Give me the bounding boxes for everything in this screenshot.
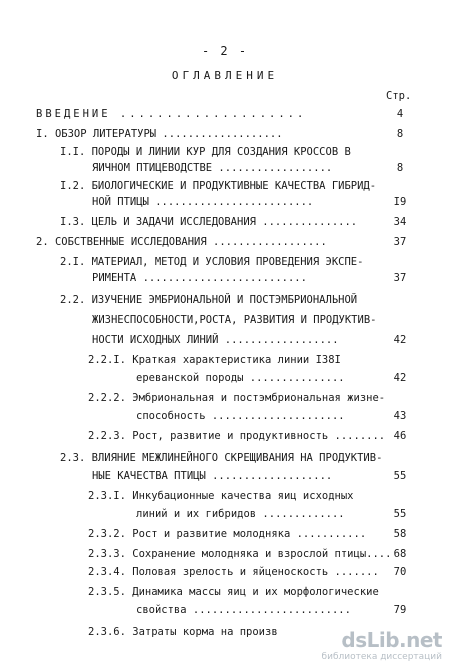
watermark-subtitle: библиотека диссертаций [321, 652, 442, 662]
watermark-logo: dsLib.net [341, 628, 442, 652]
toc-entry-line: ЖИЗНЕСПОСОБНОСТИ,РОСТА, РАЗВИТИЯ И ПРОДУКТИВ- [92, 314, 377, 326]
toc-entry-line: НОСТИ ИСХОДНЫХ ЛИНИЙ .................. [92, 334, 339, 346]
toc-entry-page: 4 [396, 108, 404, 120]
toc-entry-line: ЯИЧНОМ ПТИЦЕВОДСТВЕ .................. [92, 162, 333, 174]
toc-entry-page: 34 [393, 216, 407, 228]
toc-entry-line: ереванской породы ............... [136, 372, 345, 384]
toc-entry-line: 2. СОБСТВЕННЫЕ ИССЛЕДОВАНИЯ .................. [36, 236, 327, 248]
toc-entry-line: НЫЕ КАЧЕСТВА ПТИЦЫ ................... [92, 470, 333, 482]
toc-entry-line: линий и их гибридов ............. [136, 508, 345, 520]
toc-entry-line: 2.2.2. Эмбриональная и постэмбриональная жизне- [88, 392, 386, 404]
toc-entry-line: 2.2.3. Рост, развитие и продуктивность ........ [88, 430, 386, 442]
toc-entry-line: 2.3.2. Рост и развитие молодняка ........... [88, 528, 367, 540]
toc-entry-line: 2.2. ИЗУЧЕНИЕ ЭМБРИОНАЛЬНОЙ И ПОСТЭМБРИОНАЛЬНОЙ [60, 294, 358, 306]
toc-entry-line: свойства ......................... [136, 604, 351, 616]
toc-entry-line: I. ОБЗОР ЛИТЕРАТУРЫ ................... [36, 128, 283, 140]
page-number: - 2 - [201, 44, 249, 58]
toc-entry-line: 2.2.I. Краткая характеристика линии I38I [88, 354, 341, 366]
toc-entry-page: 42 [393, 334, 407, 346]
toc-entry-page: 42 [393, 372, 407, 384]
toc-entry-page: 55 [393, 508, 407, 520]
toc-entry-line: 2.3.4. Половая зрелость и яйценоскость ....... [88, 566, 379, 578]
toc-entry-line: ВВЕДЕНИЕ .................... [36, 108, 307, 120]
toc-entry-page: I9 [393, 196, 407, 208]
toc-entry-page: 79 [393, 604, 407, 616]
toc-entry-page: 8 [396, 162, 404, 174]
toc-entry-page: 8 [396, 128, 404, 140]
toc-entry-page: 55 [393, 470, 407, 482]
toc-entry-page: 70 [393, 566, 407, 578]
toc-entry-line: 2.3.I. Инкубационные качества яиц исходных [88, 490, 354, 502]
watermark [292, 626, 442, 666]
toc-entry-page: 58 [393, 528, 407, 540]
toc-entry-page: 43 [393, 410, 407, 422]
toc-entry-line: 2.3. ВЛИЯНИЕ МЕЖЛИНЕЙНОГО СКРЕЩИВАНИЯ НА ПРОДУКТИВ- [60, 452, 383, 464]
toc-entry-page: 37 [393, 236, 407, 248]
toc-entry-line: НОЙ ПТИЦЫ ......................... [92, 196, 314, 208]
toc-entry-line: 2.3.6. Затраты корма на произв [88, 626, 278, 638]
toc-entry-line: 2.I. МАТЕРИАЛ, МЕТОД И УСЛОВИЯ ПРОВЕДЕНИЯ ЭКСПЕ- [60, 256, 364, 268]
page-column-label: Стр. [386, 90, 412, 102]
toc-entry-line: способность ..................... [136, 410, 345, 422]
toc-entry-line: РИМЕНТА .......................... [92, 272, 307, 284]
toc-entry-page: 46 [393, 430, 407, 442]
toc-entry-page: 68 [393, 548, 407, 560]
toc-entry-page: 37 [393, 272, 407, 284]
toc-entry-line: I.3. ЦЕЛЬ И ЗАДАЧИ ИССЛЕДОВАНИЯ ............... [60, 216, 358, 228]
toc-entry-line: 2.3.3. Сохранение молодняка и взрослой птицы.... [88, 548, 392, 560]
toc-entry-line: I.I. ПОРОДЫ И ЛИНИИ КУР ДЛЯ СОЗДАНИЯ КРОССОВ В [60, 146, 351, 158]
toc-entry-line: 2.3.5. Динамика массы яиц и их морфологические [88, 586, 379, 598]
page-title: ОГЛАВЛЕНИЕ [171, 69, 279, 82]
toc-entry-line: I.2. БИОЛОГИЧЕСКИЕ И ПРОДУКТИВНЫЕ КАЧЕСТВА ГИБРИД- [60, 180, 377, 192]
